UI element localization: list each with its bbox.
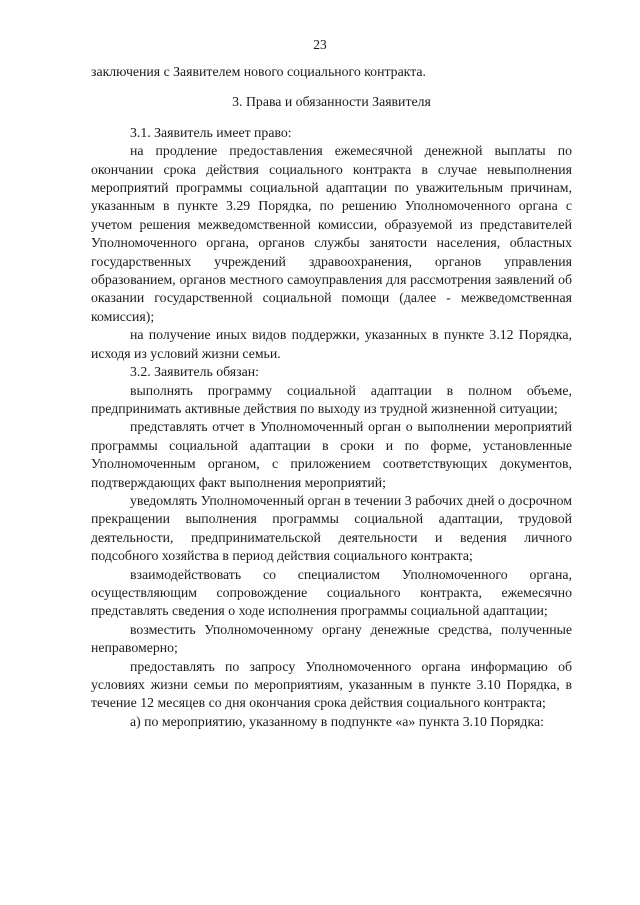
obligation-item-fulfill-program: выполнять программу социальной адаптации в полном объеме, предпринимать активные действия по выходу из трудной жизненной ситуации; (91, 382, 572, 416)
page-number: 23 (313, 37, 327, 52)
obligation-item-reimburse: возместить Уполномоченному органу денежные средства, полученные неправомерно; (91, 621, 572, 656)
obligation-item-subpoint-a: а) по мероприятию, указанному в подпункте «а» пункта 3.10 Порядка: (130, 713, 544, 729)
section-heading: 3. Права и обязанности Заявителя (232, 94, 431, 110)
rights-intro: 3.1. Заявитель имеет право: (130, 124, 292, 140)
continuation-paragraph: заключения с Заявителем нового социального контракта. (91, 64, 426, 79)
obligations-intro: 3.2. Заявитель обязан: (130, 364, 259, 380)
obligation-item-notify: уведомлять Уполномоченный орган в течении 3 рабочих дней о досрочном прекращении выполнения программы социальной адаптации, трудовой деятельности, предпринимательской деятельности и ведения личного подсобного хозяйства в период действия социального контракта; (91, 492, 572, 564)
obligation-item-provide-info: предоставлять по запросу Уполномоченного органа информацию об условиях жизни семьи по мероприятиям, указанным в пункте 3.10 Порядка, в течение 12 месяцев со дня окончания срока действия социального контракта; (91, 658, 572, 711)
obligation-item-submit-report: представлять отчет в Уполномоченный орган о выполнении мероприятий программы социальной адаптации в сроки и по форме, установленные Уполномоченным органом, с приложением соответствующих документов, подтверждающих факт выполнения мероприятий; (91, 419, 572, 490)
obligation-item-cooperate: взаимодействовать со специалистом Уполномоченного органа, осуществляющим сопровождение социального контракта, ежемесячно представлять сведения о ходе исполнения программы социальной адаптации; (91, 566, 572, 619)
document-body (91, 63, 572, 731)
rights-item-extension: на продление предоставления ежемесячной денежной выплаты по окончании срока действия социального контракта в случае невыполнения мероприятий программы социальной адаптации по уважительным причинам, указанным в пункте 3.29 Порядка, по решению Уполномоченного органа с учетом решения межведомственной комиссии, образуемой из представителей Уполномоченного органа, органов службы занятости населения, областных государственных учреждений здравоохранения, органов управления образованием, органов местного самоуправления для рассмотрения заявлений об оказании государственной социальной помощи (далее - межведомственная комиссия); (91, 143, 572, 324)
rights-item-other-support: на получение иных видов поддержки, указанных в пункте 3.12 Порядка, исходя из условий жизни семьи. (91, 327, 572, 361)
